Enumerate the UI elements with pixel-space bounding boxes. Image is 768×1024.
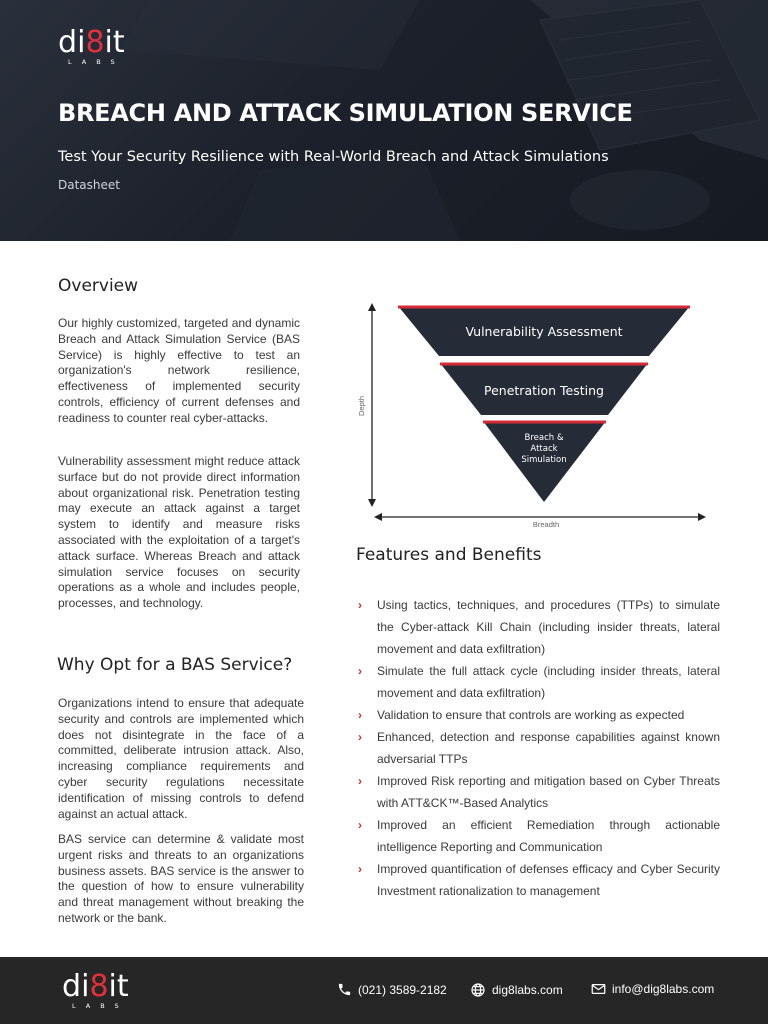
feature-text: Improved quantification of defenses efficacy and Cyber Security Investment rationalization to management [377,862,720,898]
page-title: BREACH AND ATTACK SIMULATION SERVICE [58,99,633,127]
feature-item [356,770,720,814]
chevron-right-icon: › [358,664,362,678]
feature-text: Improved Risk reporting and mitigation based on Cyber Threats with ATT&CK™-Based Analytics [377,774,720,810]
features-list [356,594,720,902]
page-subtitle: Test Your Security Resilience with Real-World Breach and Attack Simulations [58,149,609,165]
feature-item [356,660,720,704]
email-link[interactable]: info@dig8labs.com [612,982,715,996]
logo-subtext: LABS [68,58,125,66]
phone-number: (021) 3589-2182 [358,982,447,997]
pyramid-level-3-line-1: Breach & [524,433,564,443]
footer-email[interactable] [591,982,714,996]
document-type: Datasheet [58,178,120,192]
logo-eight: 8 [89,969,109,1004]
logo-text-suffix: it [104,25,125,60]
pyramid-level-1-label: Vulnerability Assessment [465,324,623,339]
breadth-label: Breadth [532,520,560,529]
phone-icon [337,982,352,997]
website-link[interactable]: dig8labs.com [492,983,563,997]
feature-item [356,858,720,902]
logo-text-prefix: di [62,969,90,1004]
logo-subtext: LABS [72,1002,129,1010]
chevron-right-icon: › [358,818,362,832]
footer-logo [62,969,129,1010]
why-paragraph-1: Organizations intend to ensure that adequate security and controls are implemented which does not disintegrate in the face of a committed, deliberate intrusion attack. Also, increasing compliance requirements and cyber security regulations necessitate identification of missing controls to defend against an actual attack. [58,696,304,821]
depth-label: Depth [357,395,366,417]
feature-item [356,704,720,726]
logo-text-suffix: it [108,969,129,1004]
footer-phone[interactable] [337,982,447,997]
chevron-right-icon: › [358,598,362,612]
features-heading: Features and Benefits [356,545,542,565]
feature-item [356,594,720,660]
feature-item [356,726,720,770]
pyramid-diagram [355,298,715,532]
globe-icon [470,982,486,998]
chevron-right-icon: › [358,730,362,744]
header-logo [58,25,125,66]
overview-paragraph-1: Our highly customized, targeted and dynamic Breach and Attack Simulation Service (BAS Service) is highly effective to test an organization's network resilience, effectiveness of implemented security controls, efficiency of current defenses and readiness to counter real cyber-attacks. [58,316,300,425]
header-banner [0,0,768,241]
feature-text: Enhanced, detection and response capabilities against known adversarial TTPs [377,730,720,766]
pyramid-level-3-line-3: Simulation [521,455,567,465]
overview-heading: Overview [58,276,139,296]
feature-text: Validation to ensure that controls are working as expected [377,708,685,722]
logo-text-prefix: di [58,25,86,60]
feature-text: Simulate the full attack cycle (including insider threats, lateral movement and data exfiltration) [377,664,720,700]
envelope-icon [591,983,606,995]
depth-arrow [368,303,376,507]
chevron-right-icon: › [358,708,362,722]
feature-item [356,814,720,858]
logo-eight: 8 [85,25,105,60]
why-paragraph-2: BAS service can determine & validate most urgent risks and threats to an organizations business assets. BAS service is the answer to the question of how to ensure vulnerability and threat management without breaking the network or the bank. [58,832,304,925]
pyramid-level-3-line-2: Attack [530,444,558,454]
chevron-right-icon: › [358,862,362,876]
feature-text: Improved an efficient Remediation through actionable intelligence Reporting and Communication [377,818,720,854]
why-heading: Why Opt for a BAS Service? [57,655,293,675]
pyramid-level-2-label: Penetration Testing [484,383,604,398]
chevron-right-icon: › [358,774,362,788]
feature-text: Using tactics, techniques, and procedures (TTPs) to simulate the Cyber-attack Kill Chain (including insider threats, lateral movement and data exfiltration) [377,598,720,656]
footer-website[interactable] [470,982,563,998]
overview-paragraph-2: Vulnerability assessment might reduce attack surface but do not provide direct information about organizational risk. Penetration testing may execute an attack against a target system to identify and measure risks associated with the exploitation of a target's attack surface. Whereas Breach and attack simulation service focuses on security operations as a whole and includes people, processes, and technology. [58,454,300,611]
